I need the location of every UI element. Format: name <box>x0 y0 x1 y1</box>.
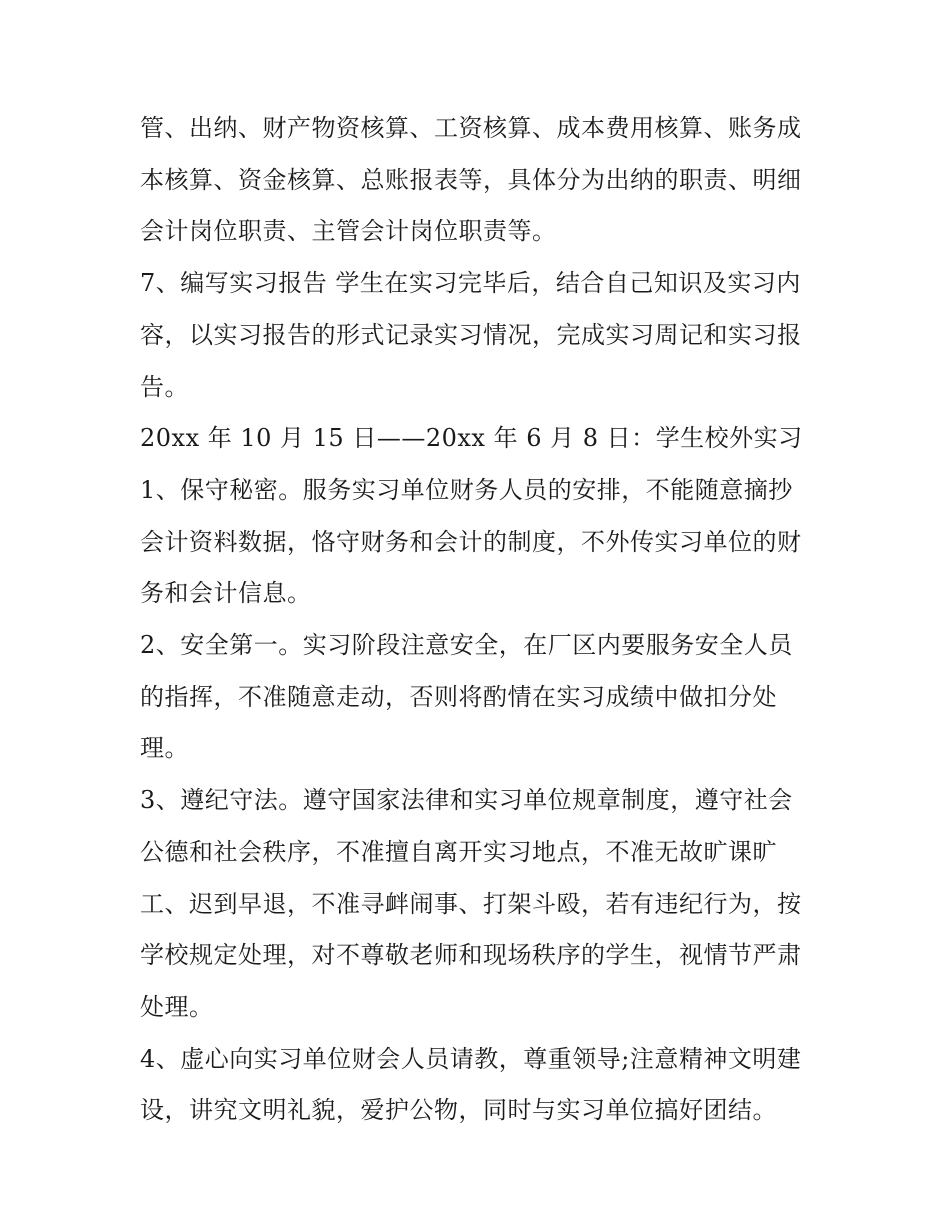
paragraph-item-4-conduct: 4、虚心向实习单位财会人员请教，尊重领导;注意精神文明建设，讲究文明礼貌，爱护公物，同时与实习单位搞好团结。 <box>140 1044 802 1125</box>
paragraph-accounting-duties: 管、出纳、财产物资核算、工资核算、成本费用核算、账务成本核算、资金核算、总账报表等，具体分为出纳的职责、明细会计岗位职责、主管会计岗位职责等。 <box>140 114 802 246</box>
paragraph-item-3-discipline: 3、遵纪守法。遵守国家法律和实习单位规章制度，遵守社会公德和社会秩序，不准擅自离开实习地点，不准无故旷课旷工、迟到早退，不准寻衅闹事、打架斗殴，若有违纪行为，按学校规定处理，对不尊敬老师和现场秩序的学生，视情节严肃处理。 <box>140 786 802 1021</box>
paragraph-item-2-safety: 2、安全第一。实习阶段注意安全，在厂区内要服务安全人员的指挥，不准随意走动，否则将酌情在实习成绩中做扣分处理。 <box>140 631 793 763</box>
paragraph-item-1-confidentiality: 1、保守秘密。服务实习单位财务人员的安排，不能随意摘抄会计资料数据，恪守财务和会计的制度，不外传实习单位的财务和会计信息。 <box>140 475 802 608</box>
paragraph-date-range: 20xx 年 10 月 15 日——20xx 年 6 月 8 日：学生校外实习 <box>140 424 803 453</box>
document-body <box>140 103 812 1137</box>
paragraph-item-7-report: 7、编写实习报告 学生在实习完毕后，结合自己知识及实习内容，以实习报告的形式记录实习情况，完成实习周记和实习报告。 <box>140 269 802 401</box>
